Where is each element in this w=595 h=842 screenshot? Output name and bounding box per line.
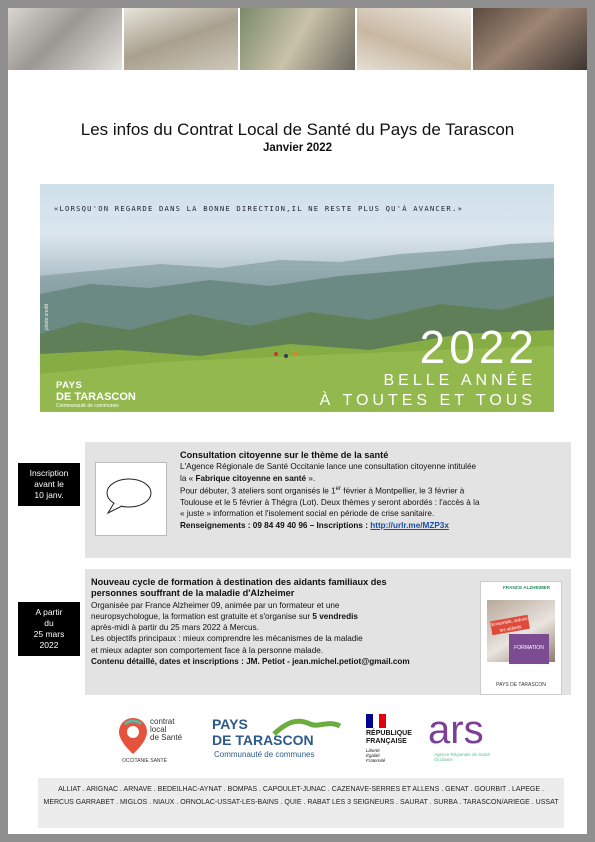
section1-tag-line: Inscription — [29, 468, 69, 478]
rf-line: FRANÇAISE — [366, 738, 407, 745]
section2-date-tag — [18, 602, 80, 656]
cls-line: de Santé — [150, 733, 183, 742]
communes-footer — [38, 778, 564, 828]
section2-tag-line: A partir — [35, 607, 63, 617]
section1-date-tag — [18, 463, 80, 506]
section1-contact — [180, 520, 570, 531]
rf-text — [366, 730, 412, 746]
section2-tag-line: 2022 — [39, 640, 59, 650]
banner-logo-line2: DE TARASCON — [56, 391, 136, 403]
flyer-badge — [509, 634, 549, 664]
rf-line: RÉPUBLIQUE — [366, 730, 412, 737]
rf-motto-line: Égalité — [366, 753, 380, 758]
section2-heading-line1: Nouveau cycle de formation à destination des aidants familiaux des — [91, 577, 387, 587]
speech-bubble-panel — [95, 462, 167, 536]
vendredis-label: 5 vendredis — [312, 611, 358, 621]
contrat-local-sante-logo — [116, 714, 206, 770]
section1-paragraph1b — [180, 473, 570, 484]
section2-text — [91, 577, 479, 667]
banner-pays-tarascon-logo — [56, 380, 136, 409]
photo-elderly-hands-cane — [473, 8, 587, 70]
contact-label: Renseignements : 09 84 49 40 96 – Inscriptions : — [180, 520, 371, 530]
pdt-line1: PAYS — [212, 716, 248, 732]
republique-francaise-logo — [366, 714, 426, 770]
rf-motto-line: Fraternité — [366, 758, 386, 763]
section2-tag-line: du — [44, 618, 54, 628]
ars-text: ars — [428, 708, 484, 752]
photo-keyboard-stethoscope — [8, 8, 122, 70]
section2-line2 — [91, 611, 479, 622]
rf-motto-line: Liberté — [366, 748, 380, 753]
ars-wordmark — [428, 708, 484, 753]
banner-quote: «LORSQU'ON REGARDE DANS LA BONNE DIRECTION,IL NE RESTE PLUS QU'À AVANCER.» — [54, 204, 464, 213]
section2-heading-line2: personnes souffrant de la maladie d'Alzheimer — [91, 588, 295, 599]
section2-tag-line: 25 mars — [33, 629, 65, 639]
newsletter-page — [8, 8, 587, 834]
section1-paragraph2 — [180, 484, 570, 497]
text-span: ». — [306, 473, 316, 483]
partner-logos — [8, 708, 587, 776]
flyer-footer: PAYS DE TARASCON — [496, 682, 546, 688]
pdt-line3: Communauté de communes — [214, 750, 315, 759]
section1-paragraph1: L'Agence Régionale de Santé Occitanie lance une consultation citoyenne intitulée — [180, 462, 477, 472]
photo-credit: photo credit — [44, 304, 50, 331]
communes-line1: ALLIAT . ARIGNAC . ARNAVE . BEDEILHAC-AYNAT . BOMPAS . CAPOULET-JUNAC . CAZENAVE-SERRES ET ALLENS . GENAT . GOURBIT . LAPEGE . — [58, 786, 544, 793]
greeting-banner — [40, 184, 554, 412]
section2-contact: Contenu détaillé, dates et inscriptions : JM. Petiot - jean.michel.petiot@gmail.com — [91, 657, 410, 667]
photo-hands-care — [357, 8, 471, 70]
superscript: er — [335, 485, 342, 492]
page-title: Les infos du Contrat Local de Santé du Pays de Tarascon — [80, 120, 515, 139]
ars-sub-line: Agence Régionale de Santé — [434, 752, 491, 757]
banner-logo-line3: Communauté de communes — [56, 403, 119, 409]
section2-line3: après-midi à partir du 25 mars 2022 à Mercus. — [91, 623, 259, 633]
cls-line: contrat — [150, 717, 175, 726]
text-span: Pour débuter, 3 ateliers sont organisés le 1 — [180, 486, 336, 496]
section2-line5: et mieux adapter son comportement face à la personne malade. — [91, 645, 324, 655]
photo-window-person — [240, 8, 354, 70]
speech-bubble-icon — [96, 463, 166, 535]
section1-paragraph4: « juste » information et l'isolement social en période de crise sanitaire. — [180, 509, 435, 519]
flyer-ribbon: Ensemble, aidons les aidants — [490, 615, 530, 635]
inscription-link[interactable]: http://urlr.me/MZP3x — [370, 520, 449, 530]
banner-wish-line2: À TOUTES ET TOUS — [319, 392, 536, 409]
rf-motto — [366, 748, 385, 763]
fabrique-citoyenne-label: Fabrique citoyenne en santé — [195, 473, 307, 483]
text-span: neuropsychologue, la formation est gratuite et s'organise sur — [91, 611, 313, 621]
cls-line: local — [150, 725, 167, 734]
pays-tarascon-logo — [212, 714, 342, 770]
alzheimer-flyer-thumbnail — [480, 581, 562, 695]
marianne-flag-icon — [366, 714, 386, 728]
location-pin-icon — [116, 716, 150, 756]
banner-wish-line1: BELLE ANNÉE — [383, 372, 536, 389]
banner-logo-line1: PAYS — [56, 380, 83, 391]
text-span: février à Montpellier, le 3 février à — [341, 486, 465, 496]
section1-heading: Consultation citoyenne sur le thème de la santé — [180, 450, 389, 460]
banner-year: 2022 — [419, 321, 538, 373]
text-span: la « — [180, 473, 196, 483]
cls-text — [150, 718, 182, 742]
photo-meeting-room — [124, 8, 238, 70]
section1-text — [180, 450, 570, 531]
section1-consultation-box — [85, 442, 571, 558]
page-subtitle: Janvier 2022 — [262, 142, 333, 154]
mountain-icon — [272, 714, 342, 736]
cls-sub: OCCITANIE SANTÉ — [122, 758, 167, 764]
ars-sub-line: Occitanie — [434, 757, 453, 762]
pdt-line2: DE TARASCON — [212, 732, 314, 748]
ars-sub — [434, 752, 490, 762]
section2-line1: Organisée par France Alzheimer 09, animée par un formateur et une — [91, 600, 340, 610]
section1-tag-line: 10 janv. — [34, 490, 64, 500]
section2-formation-box — [85, 569, 571, 695]
communes-line2: MERCUS GARRABET . MIGLOS . NIAUX . ORNOLAC-USSAT-LES-BAINS . QUIE . RABAT LES 3 SEIGNEURS . SAURAT . SURBA . TARASCON/ARIEGE . USSAT — [43, 799, 559, 806]
section1-paragraph3: Toulouse et le 5 février à Thégra (Lot). Deux thèmes y seront abordés : l'accès à la — [180, 497, 480, 507]
flyer-header: FRANCE ALZHEIMER — [503, 585, 551, 590]
header-photo-strip — [8, 8, 587, 70]
flyer-badge-text: FORMATION — [514, 645, 544, 651]
ars-logo — [428, 708, 518, 770]
section1-tag-line: avant le — [34, 479, 64, 489]
section2-line4: Les objectifs principaux : mieux comprendre les mécanismes de la maladie — [91, 634, 363, 644]
